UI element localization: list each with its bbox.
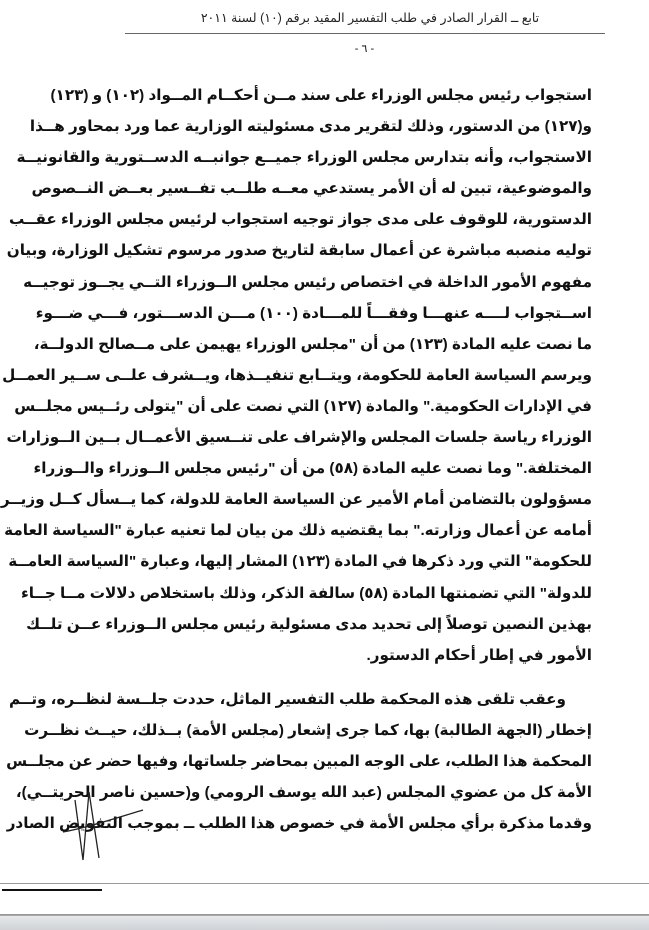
text-line: الدستورية، للوقوف على مدى جواز توجيه استجواب لرئيس مجلس الوزراء عقــب [9,211,592,229]
text-line: المختلفة." وما نصت عليه المادة (٥٨) من أن "رئيس مجلس الــوزراء والــوزراء [33,460,592,478]
handwritten-signature [55,780,145,865]
text-line: في الإدارات الحكومية." والمادة (١٢٧) التي نصت على أن "يتولى رئــيس مجلــس [14,397,592,415]
paragraph-1 [0,84,592,675]
text-line: مفهوم الأمور الداخلة في اختصاص رئيس مجلس الــوزراء التــي يجــوز توجيــه [23,273,592,291]
text-line: ما نصت عليه المادة (١٢٣) من أن "مجلس الوزراء يهيمن على مــصالح الدولــة، [33,335,592,353]
page-number: - ٦ - [354,43,375,55]
text-line: مسؤولون بالتضامن أمام الأمير عن السياسة العامة للدولة، كما يــسأل كــل وزيــر [0,491,592,509]
text-line: توليه منصبه مباشرة عن أعمال سابقة لتاريخ صدور مرسوم تشكيل الوزارة، وبيان [6,242,592,260]
text-line: والموضوعية، تبين له أن الأمر يستدعي معــه طلــب تفــسير بعــض النــصوص [31,180,592,198]
footnote-divider [2,889,102,891]
text-line: الوزراء رياسة جلسات المجلس والإشراف على تنــسيق الأعمــال بــين الــوزارات [6,429,592,447]
header-divider [125,33,605,34]
text-line: الأمة كل من عضوي المجلس (عبد الله يوسف الرومي) و(حسين ناصر الحريتــي)، [15,784,592,802]
text-line: الأمور في إطار أحكام الدستور. [366,646,592,664]
text-line: أمامه عن أعمال وزارته." بما يقتضيه ذلك من بيان لما تعنيه عبارة "السياسة العامة [4,522,592,540]
text-line: اســتجواب لــــه عنهـــا وفقـــاً للمـــادة (١٠٠) مـــن الدســـتور، فـــي ضـــوء [35,304,592,322]
text-line: ويرسم السياسة العامة للحكومة، ويتــابع تنفيــذها، ويــشرف علــى ســير العمــل [2,366,592,384]
text-line: استجواب رئيس مجلس الوزراء على سند مــن أحكــام المــواد (١٠٢) و (١٢٣) [50,87,592,104]
text-line: و(١٢٧) من الدستور، وذلك لتقرير مدى مسئوليته الوزارية عما ورد بمحاور هــذا [29,118,592,136]
text-line: للحكومة" التي ورد ذكرها في المادة (١٢٣) المشار إليها، وعبارة "السياسة العامــة [8,553,592,571]
document-header: تابع ــ القرار الصادر في طلب التفسير المقيد برقم (١٠) لسنة ٢٠١١ [200,11,540,25]
page-bottom-edge [0,883,649,884]
text-line: المحكمة هذا الطلب، على الوجه المبين بمحاضر جلساتها، وفيها حضر عن مجلــس [6,753,592,771]
text-line: للدولة" التي تضمنتها المادة (٥٨) سالفة الذكر، وذلك باستخلاص دلالات مــا جــاء [20,584,592,602]
text-line: الاستجواب، وأنه بتدارس مجلس الوزراء جميــع جوانبــه الدســتورية والقانونيــة [16,149,592,167]
text-line: وقدما مذكرة برأي مجلس الأمة في خصوص هذا الطلب ــ بموجب التفويض الصادر [6,815,592,833]
text-line: وعقب تلقى هذه المحكمة طلب التفسير الماثل، حددت جلــسة لنظــره، وتــم [9,691,566,708]
viewer-bottom-bar [0,915,649,930]
text-line: بهذين النصين توصلاً إلى تحديد مدى مسئولية رئيس مجلس الــوزراء عــن تلــك [26,615,592,633]
text-line: إخطار (الجهة الطالبة) بها، كما جرى إشعار (مجلس الأمة) بــذلك، حيــث نظــرت [24,722,592,740]
